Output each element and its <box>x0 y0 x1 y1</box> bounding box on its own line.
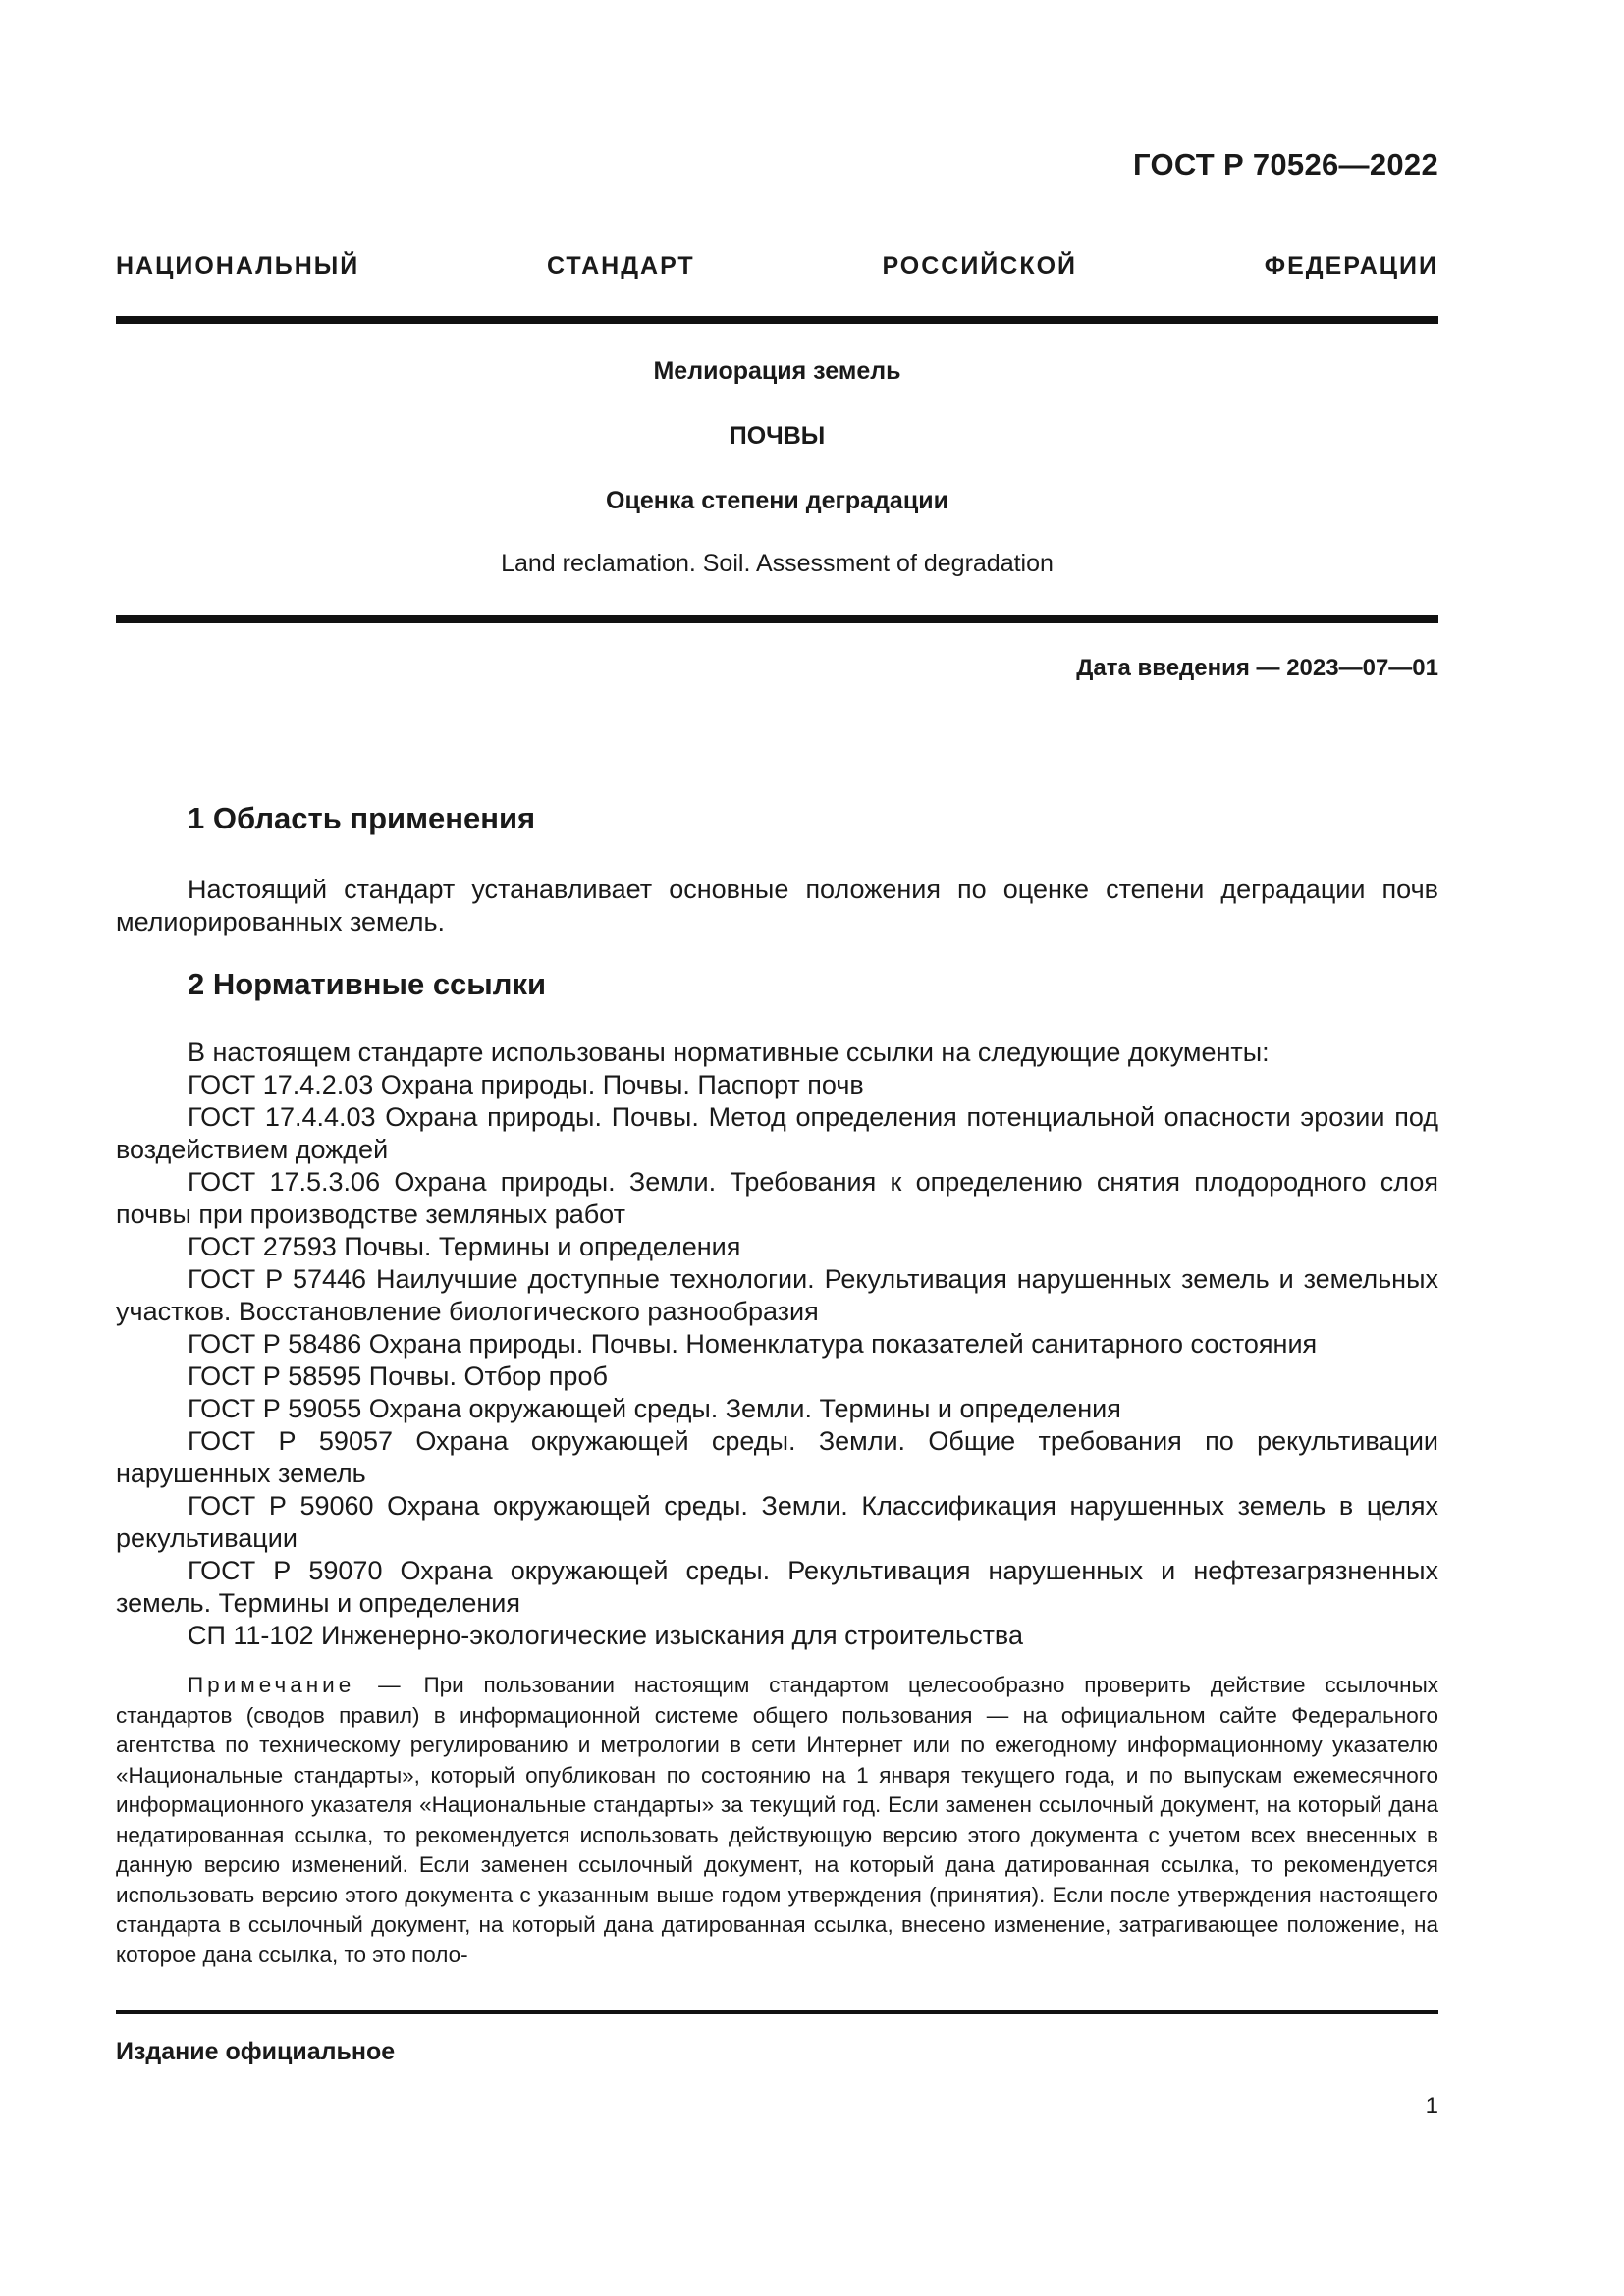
reference-item: ГОСТ 17.5.3.06 Охрана природы. Земли. Требования к определению снятия плодородного слоя почвы при производстве земляных работ <box>116 1167 1438 1229</box>
page-number: 1 <box>1425 2093 1438 2119</box>
note-block <box>116 1671 1438 1970</box>
section-scope <box>116 801 1438 938</box>
reference-item: ГОСТ Р 58486 Охрана природы. Почвы. Номенклатура показателей санитарного состояния <box>188 1329 1318 1359</box>
reference-item: ГОСТ Р 59055 Охрана окружающей среды. Земли. Термины и определения <box>188 1394 1121 1423</box>
section-heading: 2 Нормативные ссылки <box>188 967 547 1001</box>
section-references <box>116 967 1438 1652</box>
edition-label: Издание официальное <box>116 2038 396 2065</box>
reference-item: ГОСТ Р 57446 Наилучшие доступные технологии. Рекультивация нарушенных земель и земельных участков. Восстановление биологического разнообразия <box>116 1264 1438 1326</box>
introduction-date: Дата введения — 2023—07—01 <box>1076 655 1438 681</box>
top-divider <box>116 316 1438 324</box>
note-text: При пользовании настоящим стандартом целесообразно проверить действие ссылочных стандартов (сводов правил) в информационной системе общего пользования — на официальном сайте Федерального агентства по техническому регулированию и метрологии в сети Интернет или по ежегодному информационному указателю «Национальные стандарты», который опубликован по состоянию на 1 января текущего года, и по выпускам ежемесячного информационного указателя «Национальные стандарты» за текущий год. Если заменен ссылочный документ, на который дана недатированная ссылка, то рекомендуется использовать действующую версию этого документа с учетом всех внесенных в данную версию изменений. Если заменен ссылочный документ, на который дана датированная ссылка, то рекомендуется использовать версию этого документа с указанным выше годом утверждения (принятия). Если после утверждения настоящего стандарта в ссылочный документ, на который дана датированная ссылка, внесено изменение, затрагивающее положение, на которое дана ссылка, то это поло- <box>116 1673 1438 1967</box>
document-code: ГОСТ Р 70526—2022 <box>1133 147 1438 182</box>
title-line-2: ПОЧВЫ <box>729 422 826 450</box>
reference-intro: В настоящем стандарте использованы нормативные ссылки на следующие документы: <box>188 1038 1270 1067</box>
title-divider <box>116 615 1438 623</box>
footer-divider <box>116 2010 1438 2014</box>
title-line-1: Мелиорация земель <box>653 357 901 385</box>
section-paragraph: Настоящий стандарт устанавливает основные положения по оценке степени деградации почв мелиорированных земель. <box>116 875 1438 936</box>
reference-item: ГОСТ 27593 Почвы. Термины и определения <box>188 1232 741 1261</box>
reference-item: ГОСТ 17.4.2.03 Охрана природы. Почвы. Паспорт почв <box>188 1070 864 1099</box>
standard-title: НАЦИОНАЛЬНЫЙ СТАНДАРТ РОССИЙСКОЙ ФЕДЕРАЦИИ <box>116 252 1438 280</box>
reference-item: ГОСТ Р 59057 Охрана окружающей среды. Земли. Общие требования по рекультивации нарушенных земель <box>116 1426 1438 1488</box>
section-heading: 1 Область применения <box>188 801 536 835</box>
note-label: Примечание — <box>188 1673 405 1697</box>
reference-list <box>116 1037 1438 1652</box>
english-title: Land reclamation. Soil. Assessment of degradation <box>501 550 1054 577</box>
title-line-3: Оценка степени деградации <box>606 487 948 514</box>
reference-item: ГОСТ 17.4.4.03 Охрана природы. Почвы. Метод определения потенциальной опасности эрозии под воздействием дождей <box>116 1102 1438 1164</box>
reference-item: ГОСТ Р 59060 Охрана окружающей среды. Земли. Классификация нарушенных земель в целях рекультивации <box>116 1491 1438 1553</box>
reference-item: ГОСТ Р 59070 Охрана окружающей среды. Рекультивация нарушенных и нефтезагрязненных земель. Термины и определения <box>116 1556 1438 1618</box>
reference-item: СП 11-102 Инженерно-экологические изыскания для строительства <box>188 1621 1023 1650</box>
reference-item: ГОСТ Р 58595 Почвы. Отбор проб <box>188 1362 608 1391</box>
